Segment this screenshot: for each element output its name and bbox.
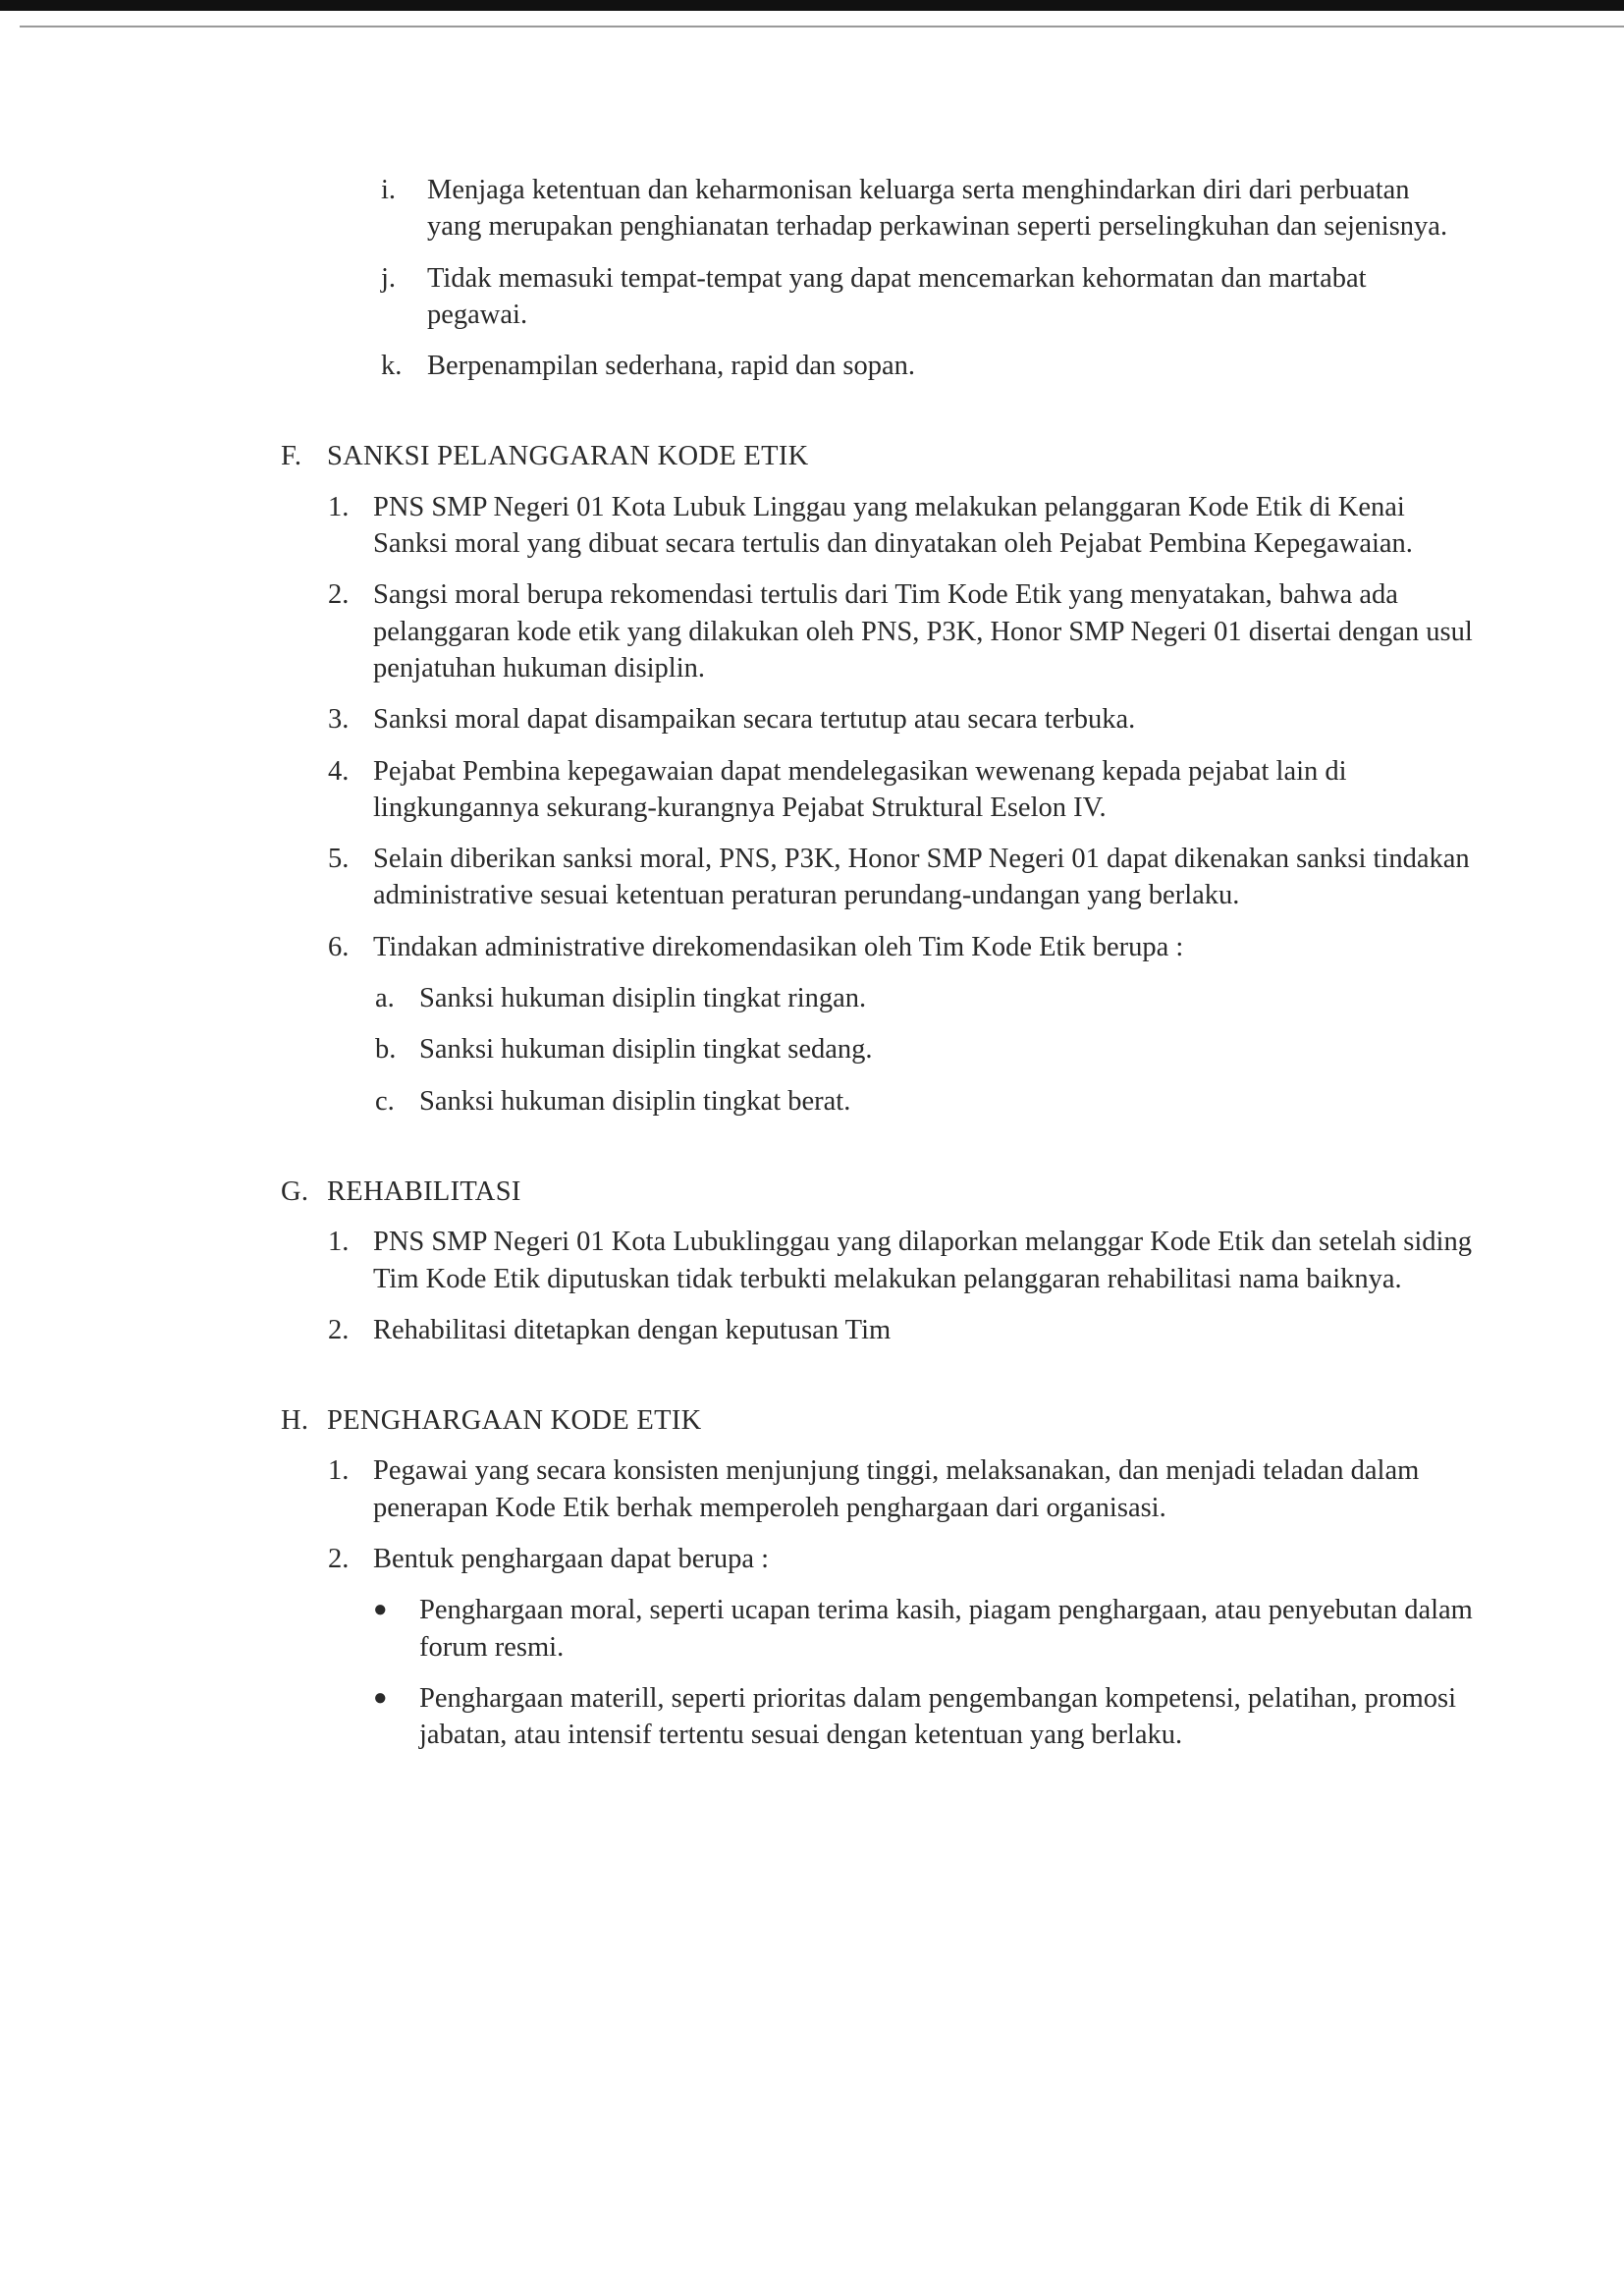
list-marker: i.: [381, 175, 397, 205]
section-heading: [0, 438, 1624, 474]
list-item: [0, 172, 1458, 246]
list-marker: j.: [381, 262, 397, 294]
numbered-item: [0, 753, 1473, 827]
numbered-item: [0, 1541, 1473, 1577]
numbered-item: [0, 1452, 1473, 1526]
list-marker: k.: [381, 351, 403, 382]
list-marker: 3.: [328, 704, 350, 736]
item-text: Tidak memasuki tempat-tempat yang dapat mencemarkan kehormatan dan martabat pegawai.: [427, 262, 1367, 330]
list-marker: 5.: [328, 844, 350, 875]
list-marker: 2.: [328, 1544, 350, 1575]
item-text: Selain diberikan sanksi moral, PNS, P3K, Honor SMP Negeri 01 dapat dikenakan sanksi tindakan administrative sesuai ketentuan peraturan perundang-undangan yang berlaku.: [373, 844, 1470, 911]
numbered-item: [0, 1224, 1473, 1297]
list-marker: G.: [281, 1175, 309, 1207]
list-marker: F.: [281, 441, 302, 472]
item-text: Sanksi moral dapat disampaikan secara tertutup atau secara terbuka.: [373, 704, 1136, 736]
section-heading: [0, 1402, 1624, 1439]
item-text: PNS SMP Negeri 01 Kota Lubuk Linggau yang melakukan pelanggaran Kode Etik di Kenai Sanksi moral yang dibuat secara tertulis dan dinyatakan oleh Pejabat Pembina Kepegawaian.: [373, 491, 1413, 560]
document-body: [0, 172, 1624, 1769]
item-text: Sanksi hukuman disiplin tingkat ringan.: [419, 983, 867, 1014]
item-text: Sanksi hukuman disiplin tingkat berat.: [419, 1085, 851, 1117]
item-text: REHABILITASI: [327, 1175, 521, 1207]
list-item: [0, 260, 1458, 334]
list-marker: ●: [373, 1597, 388, 1623]
list-marker: 4.: [328, 755, 350, 787]
list-item: [0, 348, 1458, 384]
scan-edge-line: [20, 26, 1624, 27]
numbered-item: [0, 929, 1473, 965]
list-marker: 2.: [328, 1314, 350, 1345]
bullet-item: [0, 1592, 1480, 1666]
list-marker: 1.: [328, 491, 350, 522]
list-marker: b.: [375, 1034, 397, 1066]
sub-item: [0, 1031, 1480, 1067]
list-marker: 6.: [328, 931, 350, 962]
list-marker: 2.: [328, 579, 350, 611]
item-text: Tindakan administrative direkomendasikan oleh Tim Kode Etik berupa :: [373, 931, 1184, 962]
numbered-item: [0, 841, 1473, 914]
list-marker: a.: [375, 983, 395, 1014]
item-text: PENGHARGAAN KODE ETIK: [327, 1405, 702, 1437]
item-text: Penghargaan moral, seperti ucapan terima kasih, piagam penghargaan, atau penyebutan dalam forum resmi.: [419, 1595, 1473, 1663]
scan-top-border: [0, 0, 1624, 11]
section-heading: [0, 1174, 1624, 1210]
list-marker: H.: [281, 1405, 309, 1437]
numbered-item: [0, 489, 1473, 563]
list-marker: c.: [375, 1085, 395, 1117]
numbered-item: [0, 701, 1473, 738]
bullet-item: [0, 1680, 1480, 1754]
list-marker: 1.: [328, 1227, 350, 1258]
sub-item: [0, 1083, 1480, 1120]
sub-item: [0, 980, 1480, 1016]
item-text: Pejabat Pembina kepegawaian dapat mendelegasikan wewenang kepada pejabat lain di lingkungannya sekurang-kurangnya Pejabat Struktural Eselon IV.: [373, 755, 1347, 823]
item-text: Pegawai yang secara konsisten menjunjung tinggi, melaksanakan, dan menjadi teladan dalam penerapan Kode Etik berhak memperoleh penghargaan dari organisasi.: [373, 1455, 1420, 1523]
item-text: Sanksi hukuman disiplin tingkat sedang.: [419, 1034, 873, 1066]
numbered-item: [0, 576, 1473, 686]
item-text: PNS SMP Negeri 01 Kota Lubuklinggau yang dilaporkan melanggar Kode Etik dan setelah siding Tim Kode Etik diputuskan tidak terbukti melakukan pelanggaran rehabilitasi nama baiknya.: [373, 1227, 1472, 1294]
item-text: Bentuk penghargaan dapat berupa :: [373, 1544, 770, 1575]
item-text: Sangsi moral berupa rekomendasi tertulis dari Tim Kode Etik yang menyatakan, bahwa ada pelanggaran kode etik yang dilakukan oleh PNS, P3K, Honor SMP Negeri 01 disertai dengan usul penjatuhan hukuman disiplin.: [373, 579, 1473, 683]
item-text: Berpenampilan sederhana, rapid dan sopan.: [427, 351, 915, 382]
item-text: Menjaga ketentuan dan keharmonisan keluarga serta menghindarkan diri dari perbuatan yang merupakan penghianatan terhadap perkawinan seperti perselingkuhan dan sejenisnya.: [427, 175, 1448, 243]
item-text: Penghargaan materill, seperti prioritas dalam pengembangan kompetensi, pelatihan, promosi jabatan, atau intensif tertentu sesuai dengan ketentuan yang berlaku.: [419, 1682, 1457, 1751]
list-marker: ●: [373, 1684, 388, 1711]
item-text: Rehabilitasi ditetapkan dengan keputusan Tim: [373, 1314, 892, 1345]
item-text: SANKSI PELANGGARAN KODE ETIK: [327, 441, 809, 472]
list-marker: 1.: [328, 1455, 350, 1487]
numbered-item: [0, 1312, 1473, 1348]
